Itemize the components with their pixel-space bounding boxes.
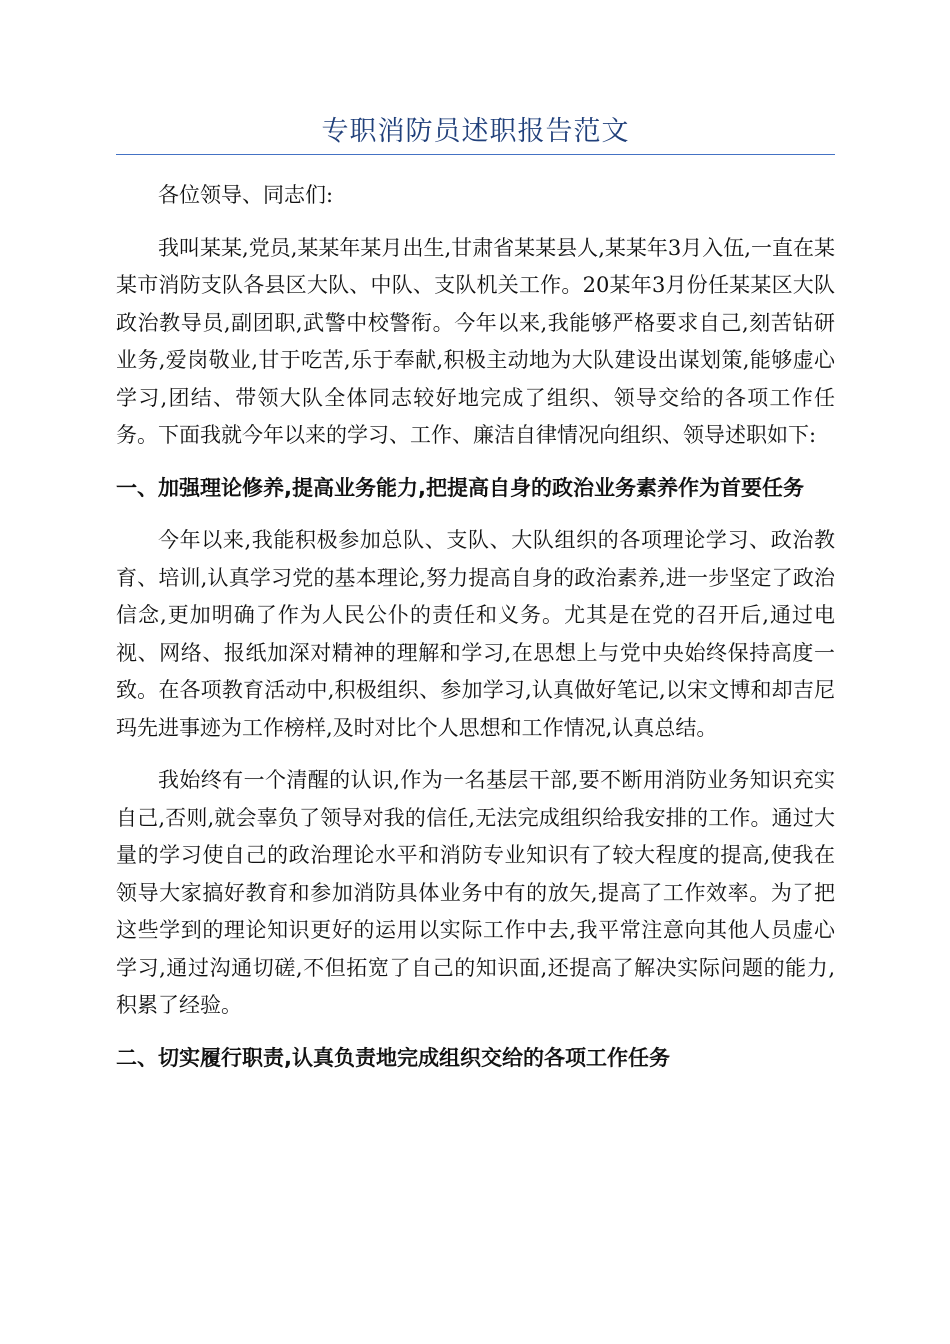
section-heading-1: 一、加强理论修养,提高业务能力,把提高自身的政治业务素养作为首要任务 [116,475,804,500]
title-underline [116,154,835,155]
greeting-paragraph: 各位领导、同志们: [158,183,334,207]
section1-paragraph-1: 今年以来,我能积极参加总队、支队、大队组织的各项理论学习、政治教育、培训,认真学习党的基本理论,努力提高自身的政治素养,进一步坚定了政治信念,更加明确了作为人民公仆的责任和义务。尤其是在党的召开后,通过电视、网络、报纸加深对精神的理解和学习,在思想上与党中央始终保持高度一致。在各项教育活动中,积极组织、参加学习,认真做好笔记,以宋文博和却吉尼玛先进事迹为工作榜样,及时对比个人思想和工作情况,认真总结。 [116,528,835,740]
intro-paragraph: 我叫某某,党员,某某年某月出生,甘肃省某某县人,某某年3月入伍,一直在某某市消防支队各县区大队、中队、支队机关工作。20某年3月份任某某区大队政治教导员,副团职,武警中校警衔。今年以来,我能够严格要求自己,刻苦钻研业务,爱岗敬业,甘于吃苦,乐于奉献,积极主动地为大队建设出谋划策,能够虚心学习,团结、带领大队全体同志较好地完成了组织、领导交给的各项工作任务。下面我就今年以来的学习、工作、廉洁自律情况向组织、领导述职如下: [116,235,835,447]
section1-paragraph-2: 我始终有一个清醒的认识,作为一名基层干部,要不断用消防业务知识充实自己,否则,就会辜负了领导对我的信任,无法完成组织给我安排的工作。通过大量的学习使自己的政治理论水平和消防专业知识有了较大程度的提高,使我在领导大家搞好教育和参加消防具体业务中有的放矢,提高了工作效率。为了把这些学到的理论知识更好的运用以实际工作中去,我平常注意向其他人员虚心学习,通过沟通切磋,不但拓宽了自己的知识面,还提高了解决实际问题的能力,积累了经验。 [116,768,835,1017]
section-heading-2: 二、切实履行职责,认真负责地完成组织交给的各项工作任务 [116,1045,670,1070]
document-body [116,177,835,1092]
page-title: 专职消防员述职报告范文 [321,116,630,147]
